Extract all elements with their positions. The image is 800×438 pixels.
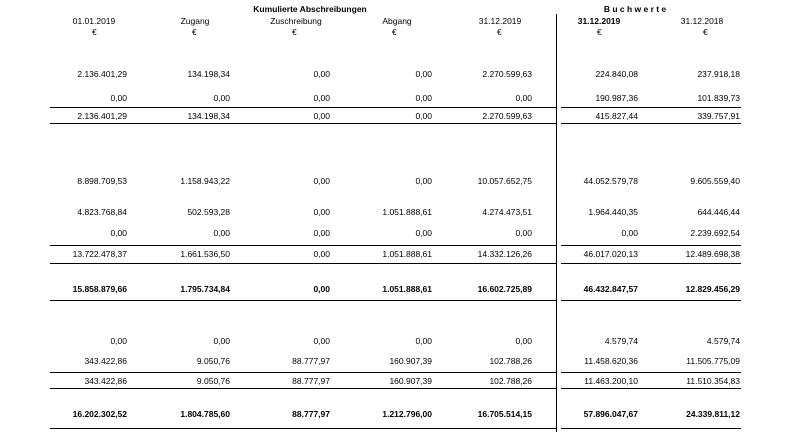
- table-cell: 57.896.047,67: [583, 409, 638, 419]
- table-cell: 0,00: [415, 93, 432, 103]
- table-cell: 9.050,76: [196, 376, 230, 386]
- table-cell: 0,00: [415, 176, 432, 186]
- table-cell: 1.804.785,60: [180, 409, 230, 419]
- table-cell: 102.788,26: [489, 356, 532, 366]
- table-cell: 4.274.473,51: [482, 207, 532, 217]
- table-cell: 11.463.200,10: [584, 376, 638, 386]
- table-cell: 46.017.020,13: [583, 249, 638, 259]
- table-cell: 0,00: [415, 111, 432, 121]
- table-cell: 160.907,39: [389, 356, 432, 366]
- table-cell: 0,00: [313, 207, 330, 217]
- table-rule: [561, 123, 741, 124]
- column-header: Zugang: [180, 16, 210, 26]
- table-cell: 11.505.775,09: [686, 356, 740, 366]
- table-cell: 502.593,28: [187, 207, 230, 217]
- column-header: 31.12.2019: [577, 16, 621, 26]
- table-cell: 88.777,97: [292, 376, 330, 386]
- table-cell: 11.458.620,36: [584, 356, 638, 366]
- table-rule: [561, 300, 741, 301]
- table-cell: 0,00: [213, 336, 230, 346]
- table-cell: 102.788,26: [489, 376, 532, 386]
- table-cell: 0,00: [313, 336, 330, 346]
- buchwerte-title: B u c h w e r t e: [603, 4, 667, 14]
- table-rule: [561, 263, 741, 264]
- table-cell: 0,00: [313, 249, 330, 259]
- table-cell: 0,00: [515, 336, 532, 346]
- table-cell: 1.795.734,84: [180, 284, 230, 294]
- table-cell: 1.051.888,61: [382, 207, 432, 217]
- table-cell: 1.964.440,35: [588, 207, 638, 217]
- table-cell: 0,00: [621, 228, 638, 238]
- table-rule: [50, 107, 556, 108]
- table-cell: 1.212.796,00: [382, 409, 432, 419]
- table-cell: 8.898.709,53: [77, 176, 127, 186]
- table-cell: 1.661.536,50: [180, 249, 230, 259]
- table-rule: [561, 107, 741, 108]
- table-cell: 46.432.847,57: [583, 284, 638, 294]
- column-header: Zuschreibung: [270, 16, 322, 26]
- column-unit: €: [497, 27, 502, 37]
- table-cell: 44.052.579,78: [583, 176, 638, 186]
- kumulierte-abschreibungen-title: Kumulierte Abschreibungen: [253, 4, 367, 14]
- table-cell: 224.840,08: [595, 69, 638, 79]
- table-cell: 2.270.599,63: [482, 111, 532, 121]
- table-cell: 0,00: [313, 93, 330, 103]
- table-cell: 4.579,74: [706, 336, 740, 346]
- table-cell: 1.158.943,22: [180, 176, 230, 186]
- table-cell: 4.579,74: [604, 336, 638, 346]
- table-rule: [50, 245, 556, 246]
- column-unit: €: [92, 27, 97, 37]
- table-cell: 88.777,97: [292, 409, 330, 419]
- table-cell: 0,00: [313, 284, 330, 294]
- table-cell: 0,00: [415, 228, 432, 238]
- table-cell: 134.198,34: [187, 111, 230, 121]
- table-cell: 0,00: [110, 336, 127, 346]
- table-cell: 101.839,73: [697, 93, 740, 103]
- table-cell: 0,00: [110, 228, 127, 238]
- table-cell: 0,00: [213, 228, 230, 238]
- column-unit: €: [292, 27, 297, 37]
- table-cell: 2.136.401,29: [77, 69, 127, 79]
- table-cell: 0,00: [110, 93, 127, 103]
- table-rule: [561, 372, 741, 373]
- table-rule: [50, 123, 556, 124]
- column-unit: €: [392, 27, 397, 37]
- table-cell: 13.722.478,37: [72, 249, 127, 259]
- table-cell: 0,00: [313, 69, 330, 79]
- table-cell: 12.489.698,38: [685, 249, 740, 259]
- column-header: 01.01.2019: [72, 16, 116, 26]
- column-unit: €: [597, 27, 602, 37]
- table-cell: 160.907,39: [389, 376, 432, 386]
- column-header: 31.12.2019: [478, 16, 522, 26]
- table-cell: 14.332.126,26: [477, 249, 532, 259]
- table-rule: [50, 388, 556, 389]
- table-rule: [561, 428, 741, 429]
- table-cell: 644.446,44: [697, 207, 740, 217]
- table-cell: 15.858.879,66: [72, 284, 127, 294]
- table-cell: 0,00: [313, 111, 330, 121]
- table-cell: 134.198,34: [187, 69, 230, 79]
- column-unit: €: [192, 27, 197, 37]
- table-cell: 343.422,86: [84, 376, 127, 386]
- column-unit: €: [703, 27, 708, 37]
- column-header: Abgang: [382, 16, 412, 26]
- table-cell: 2.136.401,29: [77, 111, 127, 121]
- table-cell: 88.777,97: [292, 356, 330, 366]
- table-cell: 2.270.599,63: [482, 69, 532, 79]
- table-cell: 1.051.888,61: [382, 284, 432, 294]
- table-cell: 0,00: [515, 93, 532, 103]
- column-header: 31.12.2018: [680, 16, 724, 26]
- table-cell: 16.202.302,52: [72, 409, 127, 419]
- table-cell: 9.605.559,40: [690, 176, 740, 186]
- table-cell: 0,00: [515, 228, 532, 238]
- table-cell: 11.510.354,83: [686, 376, 740, 386]
- table-cell: 237.918,18: [697, 69, 740, 79]
- table-cell: 16.705.514,15: [477, 409, 532, 419]
- table-cell: 343.422,86: [84, 356, 127, 366]
- table-cell: 0,00: [313, 228, 330, 238]
- table-rule: [561, 245, 741, 246]
- table-cell: 415.827,44: [595, 111, 638, 121]
- table-cell: 190.987,36: [595, 93, 638, 103]
- table-cell: 0,00: [213, 93, 230, 103]
- table-cell: 16.602.725,89: [477, 284, 532, 294]
- table-cell: 24.339.811,12: [686, 409, 740, 419]
- table-cell: 10.057.652,75: [477, 176, 532, 186]
- table-cell: 1.051.888,61: [382, 249, 432, 259]
- table-rule: [50, 428, 556, 429]
- table-cell: 0,00: [415, 336, 432, 346]
- table-cell: 4.823.768,84: [77, 207, 127, 217]
- table-rule: [50, 300, 556, 301]
- table-cell: 2.239.692,54: [690, 228, 740, 238]
- table-cell: 9.050,76: [196, 356, 230, 366]
- table-rule: [50, 263, 556, 264]
- table-cell: 339.757,91: [697, 111, 740, 121]
- table-cell: 0,00: [313, 176, 330, 186]
- table-cell: 0,00: [415, 69, 432, 79]
- table-cell: 12.829.456,29: [685, 284, 740, 294]
- table-rule: [50, 372, 556, 373]
- table-rule: [561, 388, 741, 389]
